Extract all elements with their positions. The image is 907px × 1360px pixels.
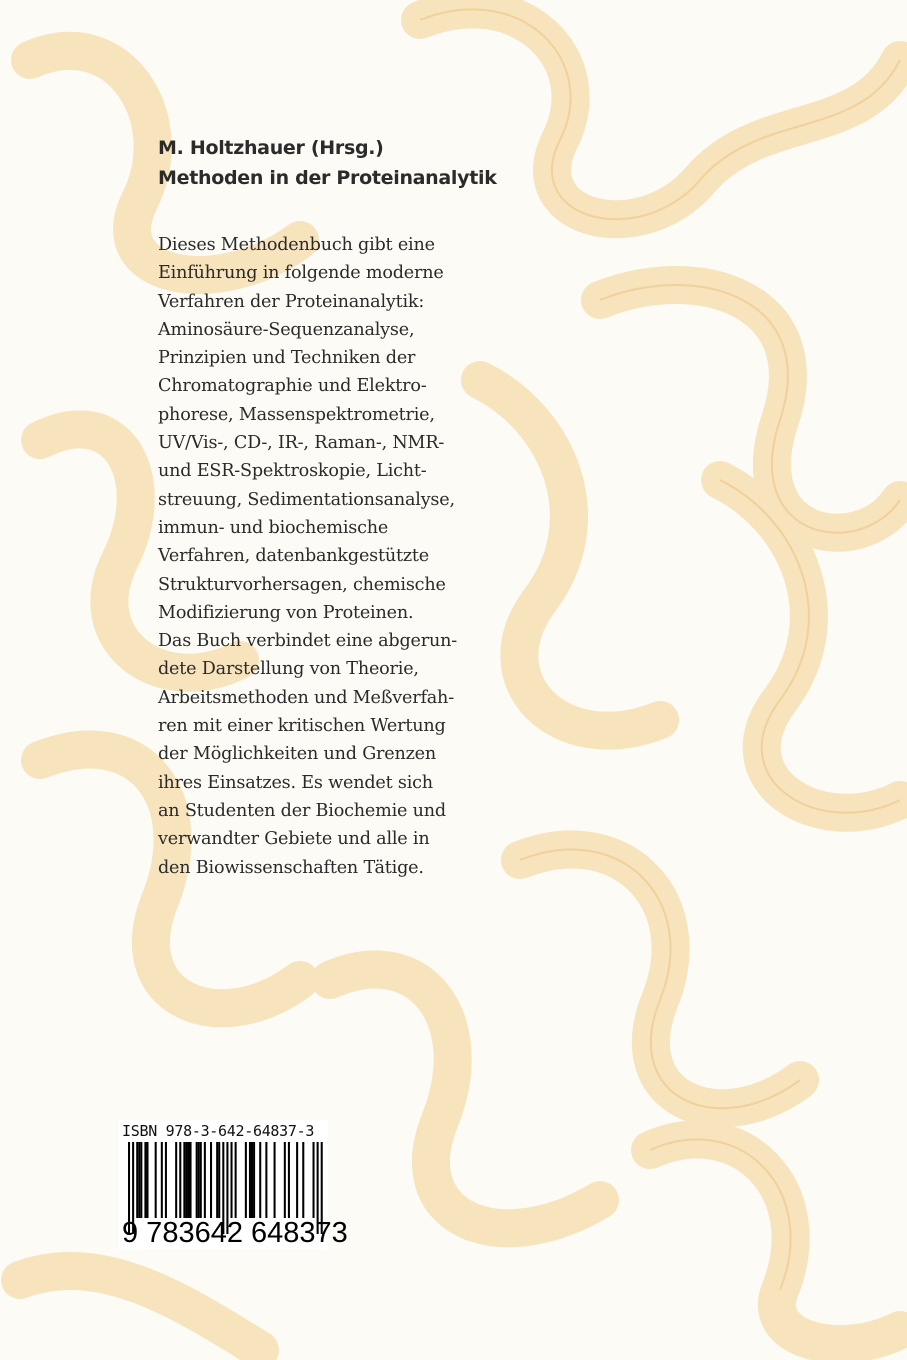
barcode-bar: [302, 1142, 304, 1218]
barcode-bar: [175, 1142, 177, 1218]
barcode-bar: [190, 1142, 192, 1218]
author: M. Holtzhauer (Hrsg.): [158, 137, 384, 159]
isbn-barcode: [118, 1120, 348, 1250]
barcode-bar: [161, 1142, 163, 1218]
blurb-line: verwandter Gebiete und alle in: [158, 829, 430, 850]
barcode-bar: [218, 1142, 220, 1218]
blurb-line: Verfahren, datenbankgestützte: [158, 546, 430, 567]
book-title: Methoden in der Proteinanalytik: [158, 167, 497, 189]
blurb-line: Einführung in folgende moderne: [158, 263, 444, 284]
blurb-line: Chromatographie und Elektro-: [158, 376, 427, 397]
blurb-line: streuung, Sedimentationsanalyse,: [158, 489, 455, 510]
barcode-bar: [245, 1142, 247, 1218]
barcode-bar: [155, 1142, 157, 1218]
barcode-bar: [204, 1142, 206, 1218]
blurb-line: phorese, Massenspektrometrie,: [158, 404, 435, 425]
barcode-bar: [235, 1142, 237, 1218]
barcode-bar: [146, 1142, 148, 1218]
barcode-bar: [296, 1142, 298, 1218]
barcode-bar: [253, 1142, 255, 1218]
barcode-bar: [140, 1142, 142, 1218]
blurb-line: Modifizierung von Proteinen.: [158, 602, 414, 623]
barcode-bar: [231, 1142, 233, 1218]
barcode-bar: [196, 1142, 198, 1218]
blurb-line: ihres Einsatzes. Es wendet sich: [158, 772, 433, 793]
barcode-bar: [200, 1142, 202, 1218]
barcode-bar: [249, 1142, 251, 1218]
barcode-bar: [165, 1142, 167, 1218]
blurb-line: Prinzipien und Techniken der: [158, 348, 416, 369]
barcode-bar: [185, 1142, 187, 1218]
blurb-line: Dieses Methodenbuch gibt eine: [158, 235, 435, 255]
barcode-bar: [274, 1142, 276, 1218]
blurb-line: Das Buch verbindet eine abgerun-: [158, 631, 457, 652]
barcode-bar: [136, 1142, 138, 1218]
isbn-label: ISBN 978-3-642-64837-3: [122, 1122, 315, 1140]
blurb-line: Aminosäure-Sequenzanalyse,: [158, 319, 415, 340]
barcode-bar: [284, 1142, 286, 1218]
barcode-bar: [265, 1142, 267, 1218]
barcode-bar: [198, 1142, 200, 1218]
cover-heading: [158, 133, 497, 193]
blurb-line: Arbeitsmethoden und Meßverfah-: [158, 687, 454, 708]
blurb-line: immun- und biochemische: [158, 517, 389, 538]
barcode-bar: [179, 1142, 181, 1218]
barcode-bar: [210, 1142, 212, 1218]
blurb-line: Strukturvorhersagen, chemische: [158, 574, 446, 595]
blurb-line: an Studenten der Biochemie und: [158, 800, 446, 821]
blurb-line: UV/Vis-, CD-, IR-, Raman-, NMR-: [158, 433, 445, 454]
blurb-line: dete Darstellung von Theorie,: [158, 659, 419, 680]
barcode-bar: [288, 1142, 290, 1218]
barcode-bar: [187, 1142, 189, 1218]
blurb-line: Verfahren der Proteinanalytik:: [158, 291, 425, 312]
barcode-bar: [183, 1142, 185, 1218]
blurb-text: [158, 231, 488, 882]
blurb-line: der Möglichkeiten und Grenzen: [158, 744, 437, 765]
barcode-bar: [144, 1142, 146, 1218]
ean-digits: 9 783642 648373: [122, 1217, 348, 1249]
barcode-bar: [313, 1142, 315, 1218]
barcode-bar: [138, 1142, 140, 1218]
blurb-line: den Biowissenschaften Tätige.: [158, 857, 424, 878]
blurb-line: ren mit einer kritischen Wertung: [158, 716, 446, 737]
blurb-line: und ESR-Spektroskopie, Licht-: [158, 461, 427, 482]
barcode-bar: [251, 1142, 253, 1218]
barcode-bar: [216, 1142, 218, 1218]
barcode-bar: [259, 1142, 261, 1218]
